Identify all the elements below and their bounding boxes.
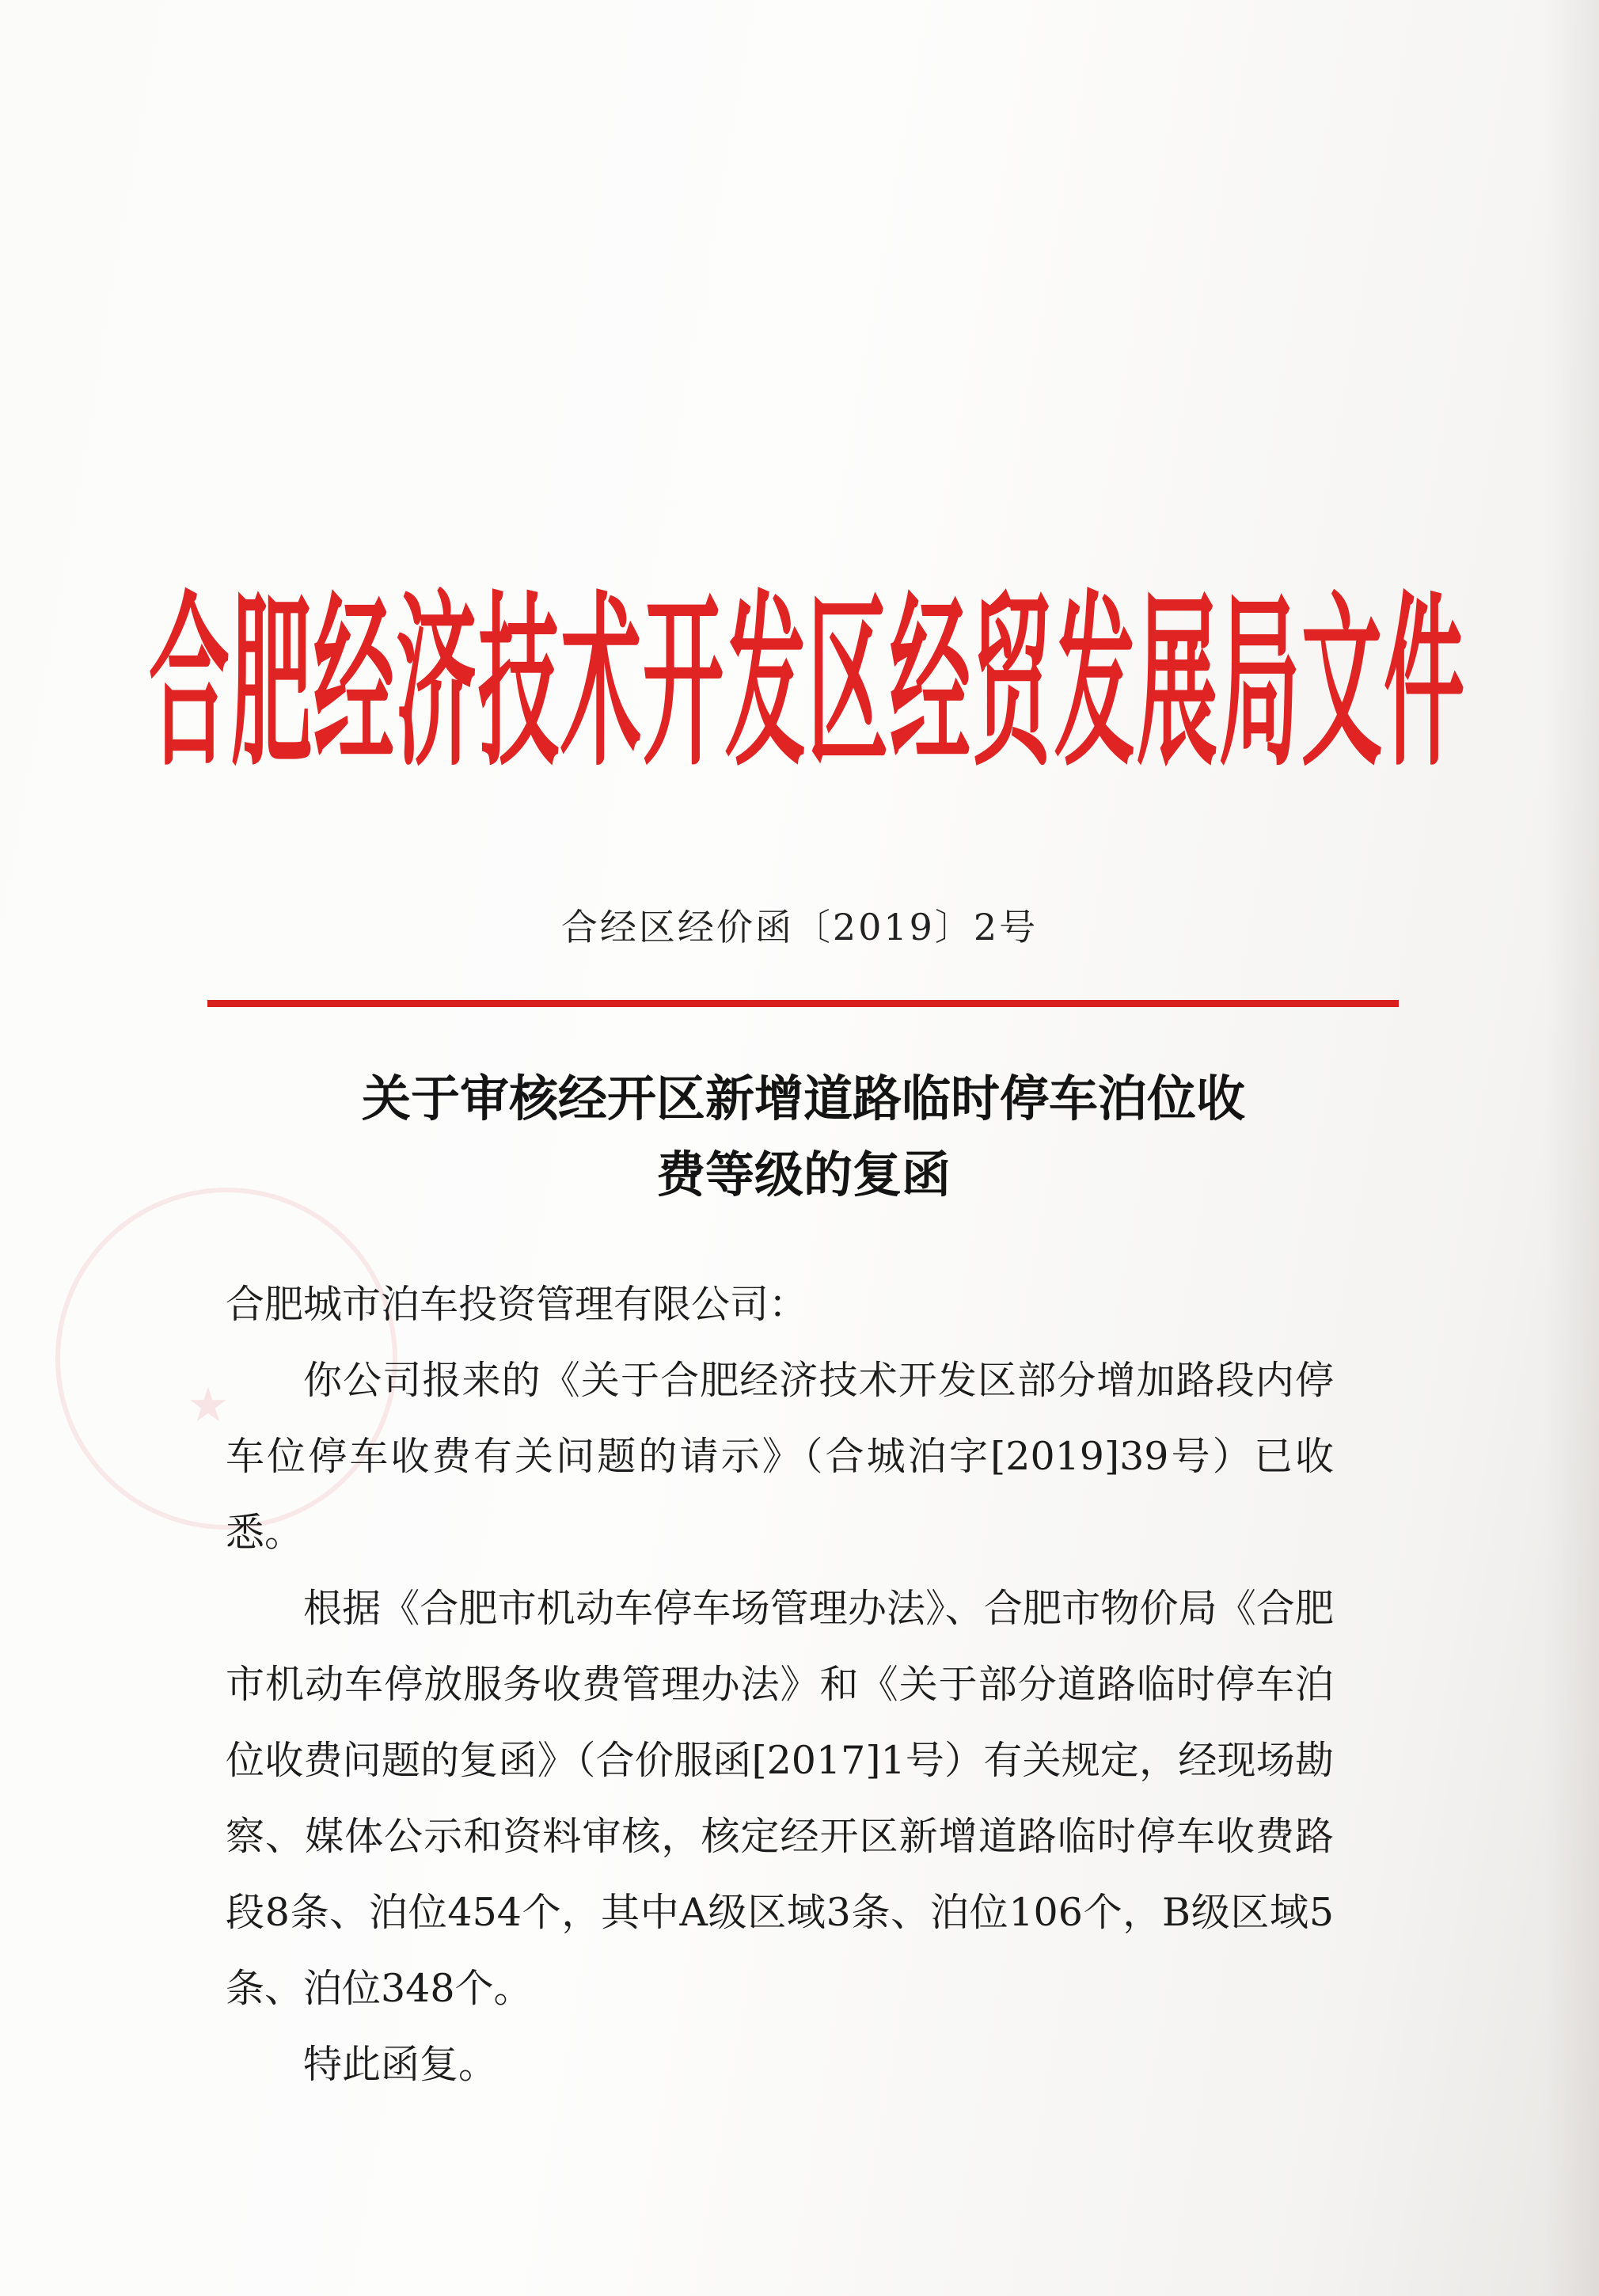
seal-star-icon: ★ — [187, 1378, 230, 1433]
document-title-line-1: 关于审核经开区新增道路临时停车泊位收 — [361, 1070, 1245, 1127]
red-masthead — [149, 546, 1466, 793]
document-number: 合经区经价函〔2019〕2号 — [560, 906, 1039, 948]
document-title-line-2: 费等级的复函 — [655, 1146, 951, 1203]
recipient-line: 合肥城市泊车投资管理有限公司： — [226, 1282, 808, 1327]
page-edge-shadow — [1544, 0, 1599, 2296]
red-divider-line — [207, 1000, 1399, 1007]
body-paragraph-1: 你公司报来的《关于合肥经济技术开发区部分增加路段内停车位停车收费有关问题的请示》（合城泊字[2019]39号）已收悉。 — [226, 1358, 1334, 1555]
document-title — [206, 1061, 1401, 1213]
masthead-title: 合肥经济技术开发区经贸发展局文件 — [149, 576, 1466, 793]
closing-line: 特此函复。 — [303, 2042, 498, 2087]
document-body — [226, 1267, 1334, 2103]
body-paragraph-2: 根据《合肥市机动车停车场管理办法》、合肥市物价局《合肥市机动车停放服务收费管理办法》和《关于部分道路临时停车泊位收费问题的复函》（合价服函[2017]1号）有关规定，经现场勘察、媒体公示和资料审核，核定经开区新增道路临时停车收费路段8条、泊位454个，其中A级区域3条、泊位106个，B级区域5条、泊位348个。 — [226, 1586, 1334, 2011]
